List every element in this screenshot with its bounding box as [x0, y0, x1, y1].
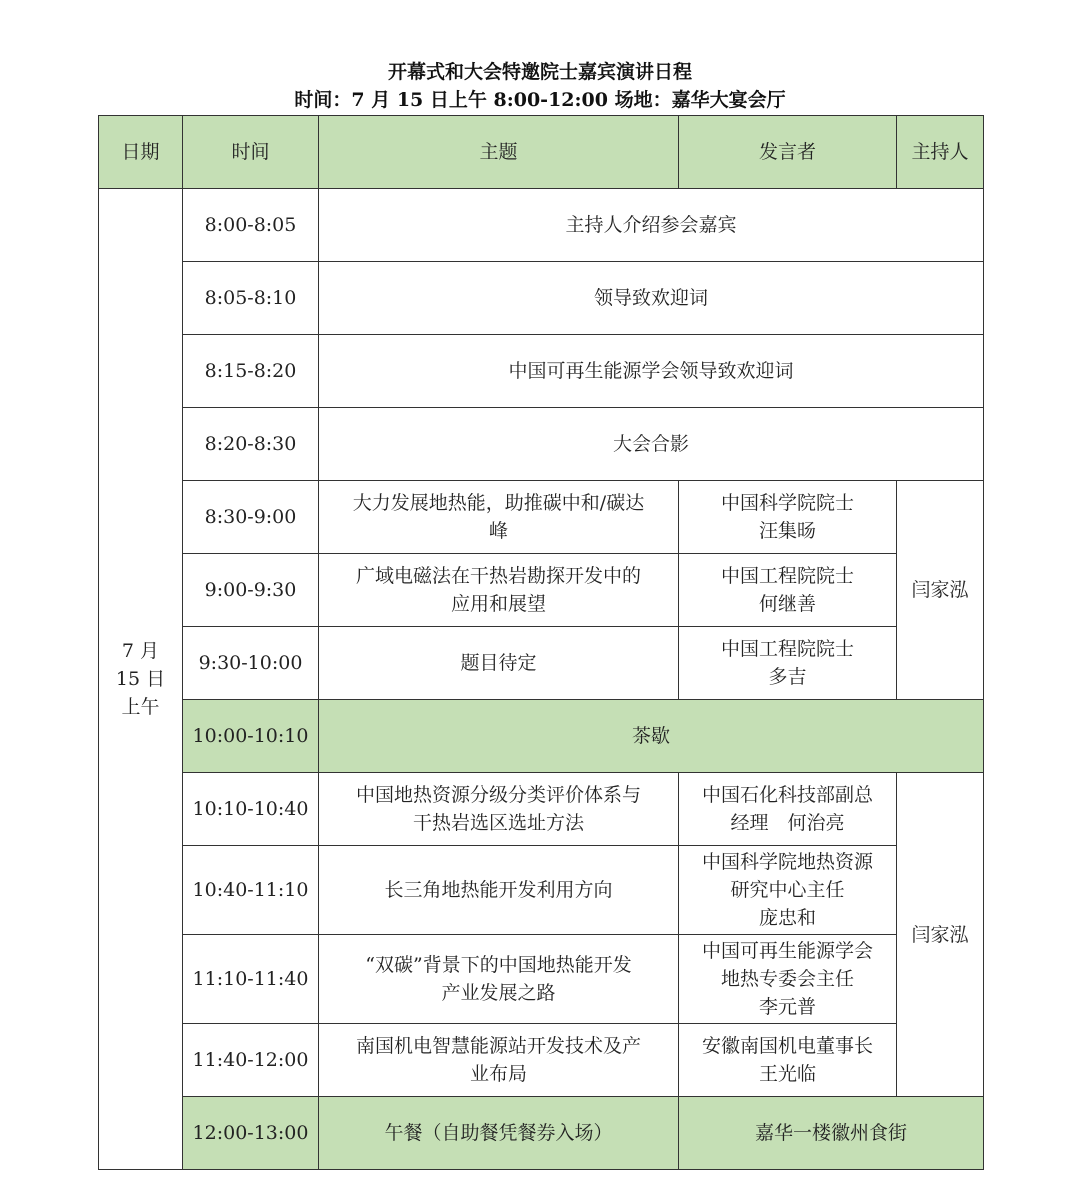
tea-break-cell: 茶歇 — [319, 700, 984, 773]
topic-cell: 中国地热资源分级分类评价体系与 干热岩选区选址方法 — [319, 773, 679, 846]
table-row — [99, 1024, 984, 1097]
time-cell: 11:40-12:00 — [183, 1024, 319, 1097]
time-cell: 10:40-11:10 — [183, 846, 319, 935]
speaker-cell: 安徽南国机电董事长 王光临 — [679, 1024, 897, 1097]
table-row — [99, 262, 984, 335]
topic-cell: 广域电磁法在干热岩勘探开发中的 应用和展望 — [319, 554, 679, 627]
speaker-cell: 中国可再生能源学会 地热专委会主任 李元普 — [679, 935, 897, 1024]
header-host: 主持人 — [897, 116, 984, 189]
page-title: 开幕式和大会特邀院士嘉宾演讲日程 — [387, 61, 692, 83]
time-cell: 11:10-11:40 — [183, 935, 319, 1024]
time-cell: 9:00-9:30 — [183, 554, 319, 627]
table-row — [99, 335, 984, 408]
time-cell: 10:00-10:10 — [183, 700, 319, 773]
table-row — [99, 935, 984, 1024]
lunch-location-cell: 嘉华一楼徽州食街 — [679, 1097, 984, 1170]
time-cell: 12:00-13:00 — [183, 1097, 319, 1170]
table-row — [99, 408, 984, 481]
table-row — [99, 627, 984, 700]
time-cell: 8:30-9:00 — [183, 481, 319, 554]
page-subtitle: 时间：7 月 15 日上午 8:00-12:00 场地：嘉华大宴会厅 — [294, 89, 786, 111]
speaker-cell: 中国科学院地热资源 研究中心主任 庞忠和 — [679, 846, 897, 935]
table-row — [99, 773, 984, 846]
time-cell: 10:10-10:40 — [183, 773, 319, 846]
header-speaker: 发言者 — [679, 116, 897, 189]
time-cell: 8:15-8:20 — [183, 335, 319, 408]
topic-cell: “双碳”背景下的中国地热能开发 产业发展之路 — [319, 935, 679, 1024]
time-cell: 8:20-8:30 — [183, 408, 319, 481]
host-cell: 闫家泓 — [897, 773, 984, 1097]
topic-cell: 题目待定 — [319, 627, 679, 700]
topic-cell: 南国机电智慧能源站开发技术及产 业布局 — [319, 1024, 679, 1097]
table-row — [99, 554, 984, 627]
topic-cell: 长三角地热能开发利用方向 — [319, 846, 679, 935]
merged-content-cell: 主持人介绍参会嘉宾 — [319, 189, 984, 262]
header-date: 日期 — [99, 116, 183, 189]
table-row — [99, 189, 984, 262]
merged-content-cell: 领导致欢迎词 — [319, 262, 984, 335]
topic-cell: 大力发展地热能，助推碳中和/碳达 峰 — [319, 481, 679, 554]
table-row-break — [99, 700, 984, 773]
host-cell: 闫家泓 — [897, 481, 984, 700]
table-row-lunch — [99, 1097, 984, 1170]
table-row — [99, 846, 984, 935]
schedule-table — [98, 115, 984, 1170]
merged-content-cell: 中国可再生能源学会领导致欢迎词 — [319, 335, 984, 408]
merged-content-cell: 大会合影 — [319, 408, 984, 481]
speaker-cell: 中国科学院院士 汪集旸 — [679, 481, 897, 554]
header-topic: 主题 — [319, 116, 679, 189]
time-cell: 9:30-10:00 — [183, 627, 319, 700]
lunch-cell: 午餐（自助餐凭餐券入场） — [319, 1097, 679, 1170]
time-cell: 8:05-8:10 — [183, 262, 319, 335]
speaker-cell: 中国工程院院士 何继善 — [679, 554, 897, 627]
header-row — [99, 116, 984, 189]
header-time: 时间 — [183, 116, 319, 189]
speaker-cell: 中国石化科技部副总 经理 何治亮 — [679, 773, 897, 846]
date-cell: 7 月 15 日 上午 — [99, 189, 183, 1170]
speaker-cell: 中国工程院院士 多吉 — [679, 627, 897, 700]
table-row — [99, 481, 984, 554]
time-cell: 8:00-8:05 — [183, 189, 319, 262]
